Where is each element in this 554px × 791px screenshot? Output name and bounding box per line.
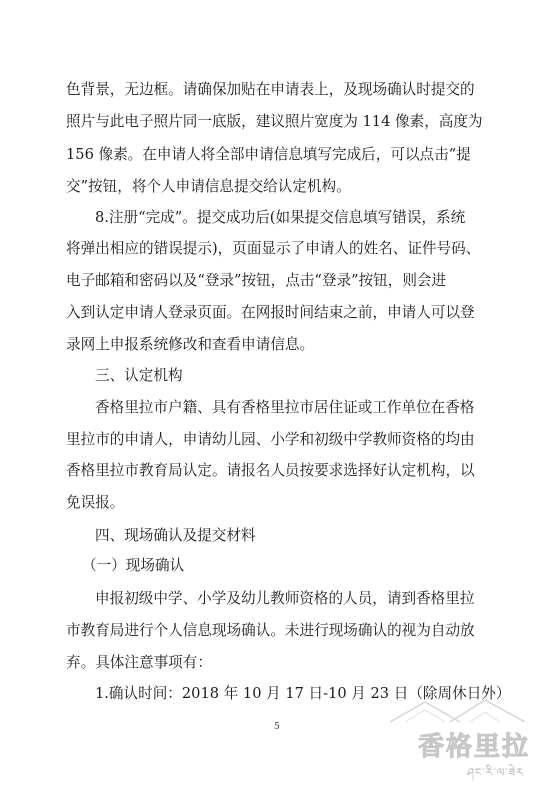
text-line: 电子邮箱和密码以及“登录”按钮，点击“登录”按钮，则会进 — [66, 272, 447, 289]
text-line: 将弹出相应的错误提示)，页面显示了申请人的姓名、证件号码、 — [66, 240, 481, 257]
text-line: 156 像素。在申请人将全部申请信息填写完成后，可以点击“提 — [66, 146, 471, 163]
text-line: 弃。具体注意事项有： — [66, 654, 212, 671]
text-line: 录网上申报系统修改和查看申请信息。 — [66, 336, 315, 353]
watermark-title: 香格里拉 — [417, 732, 530, 762]
section-heading: 三、认定机构 — [95, 367, 183, 384]
text-line: 8.注册“完成”。提交成功后(如果提交信息填写错误，系统 — [95, 209, 466, 226]
text-line: 香格里拉市户籍、具有香格里拉市居住证或工作单位在香格 — [95, 399, 475, 416]
text-line: 照片与此电子照片同一底版，建议照片宽度为 114 像素，高度为 — [66, 113, 483, 130]
text-line: 市教育局进行个人信息现场确认。未进行现场确认的视为自动放 — [66, 622, 475, 639]
text-line: 申报初级中学、小学及幼儿教师资格的人员，请到香格里拉 — [95, 590, 475, 607]
text-line: 交”按钮，将个人申请信息提交给认定机构。 — [66, 178, 351, 195]
watermark-subtitle: ཤང་རི་ལ་ཟེར — [467, 766, 524, 779]
watermark — [350, 700, 540, 780]
page-number: 5 — [274, 722, 280, 732]
text-line: 免误报。 — [66, 494, 125, 511]
text-line: 里拉市的申请人，申请幼儿园、小学和初级中学教师资格的均由 — [66, 431, 475, 448]
text-line: 入到认定申请人登录页面。在网报时间结束之前，申请人可以登 — [66, 304, 475, 321]
text-line: 色背景，无边框。请确保加贴在申请表上，及现场确认时提交的 — [66, 81, 475, 98]
section-heading: 四、现场确认及提交材料 — [95, 527, 256, 544]
text-line: 1.确认时间：2018 年 10 月 17 日-10 月 23 日（除周休日外） — [95, 685, 511, 702]
text-line: 香格里拉市教育局认定。请报名人员按要求选择好认定机构，以 — [66, 462, 475, 479]
subsection-heading: （一）现场确认 — [82, 557, 185, 574]
